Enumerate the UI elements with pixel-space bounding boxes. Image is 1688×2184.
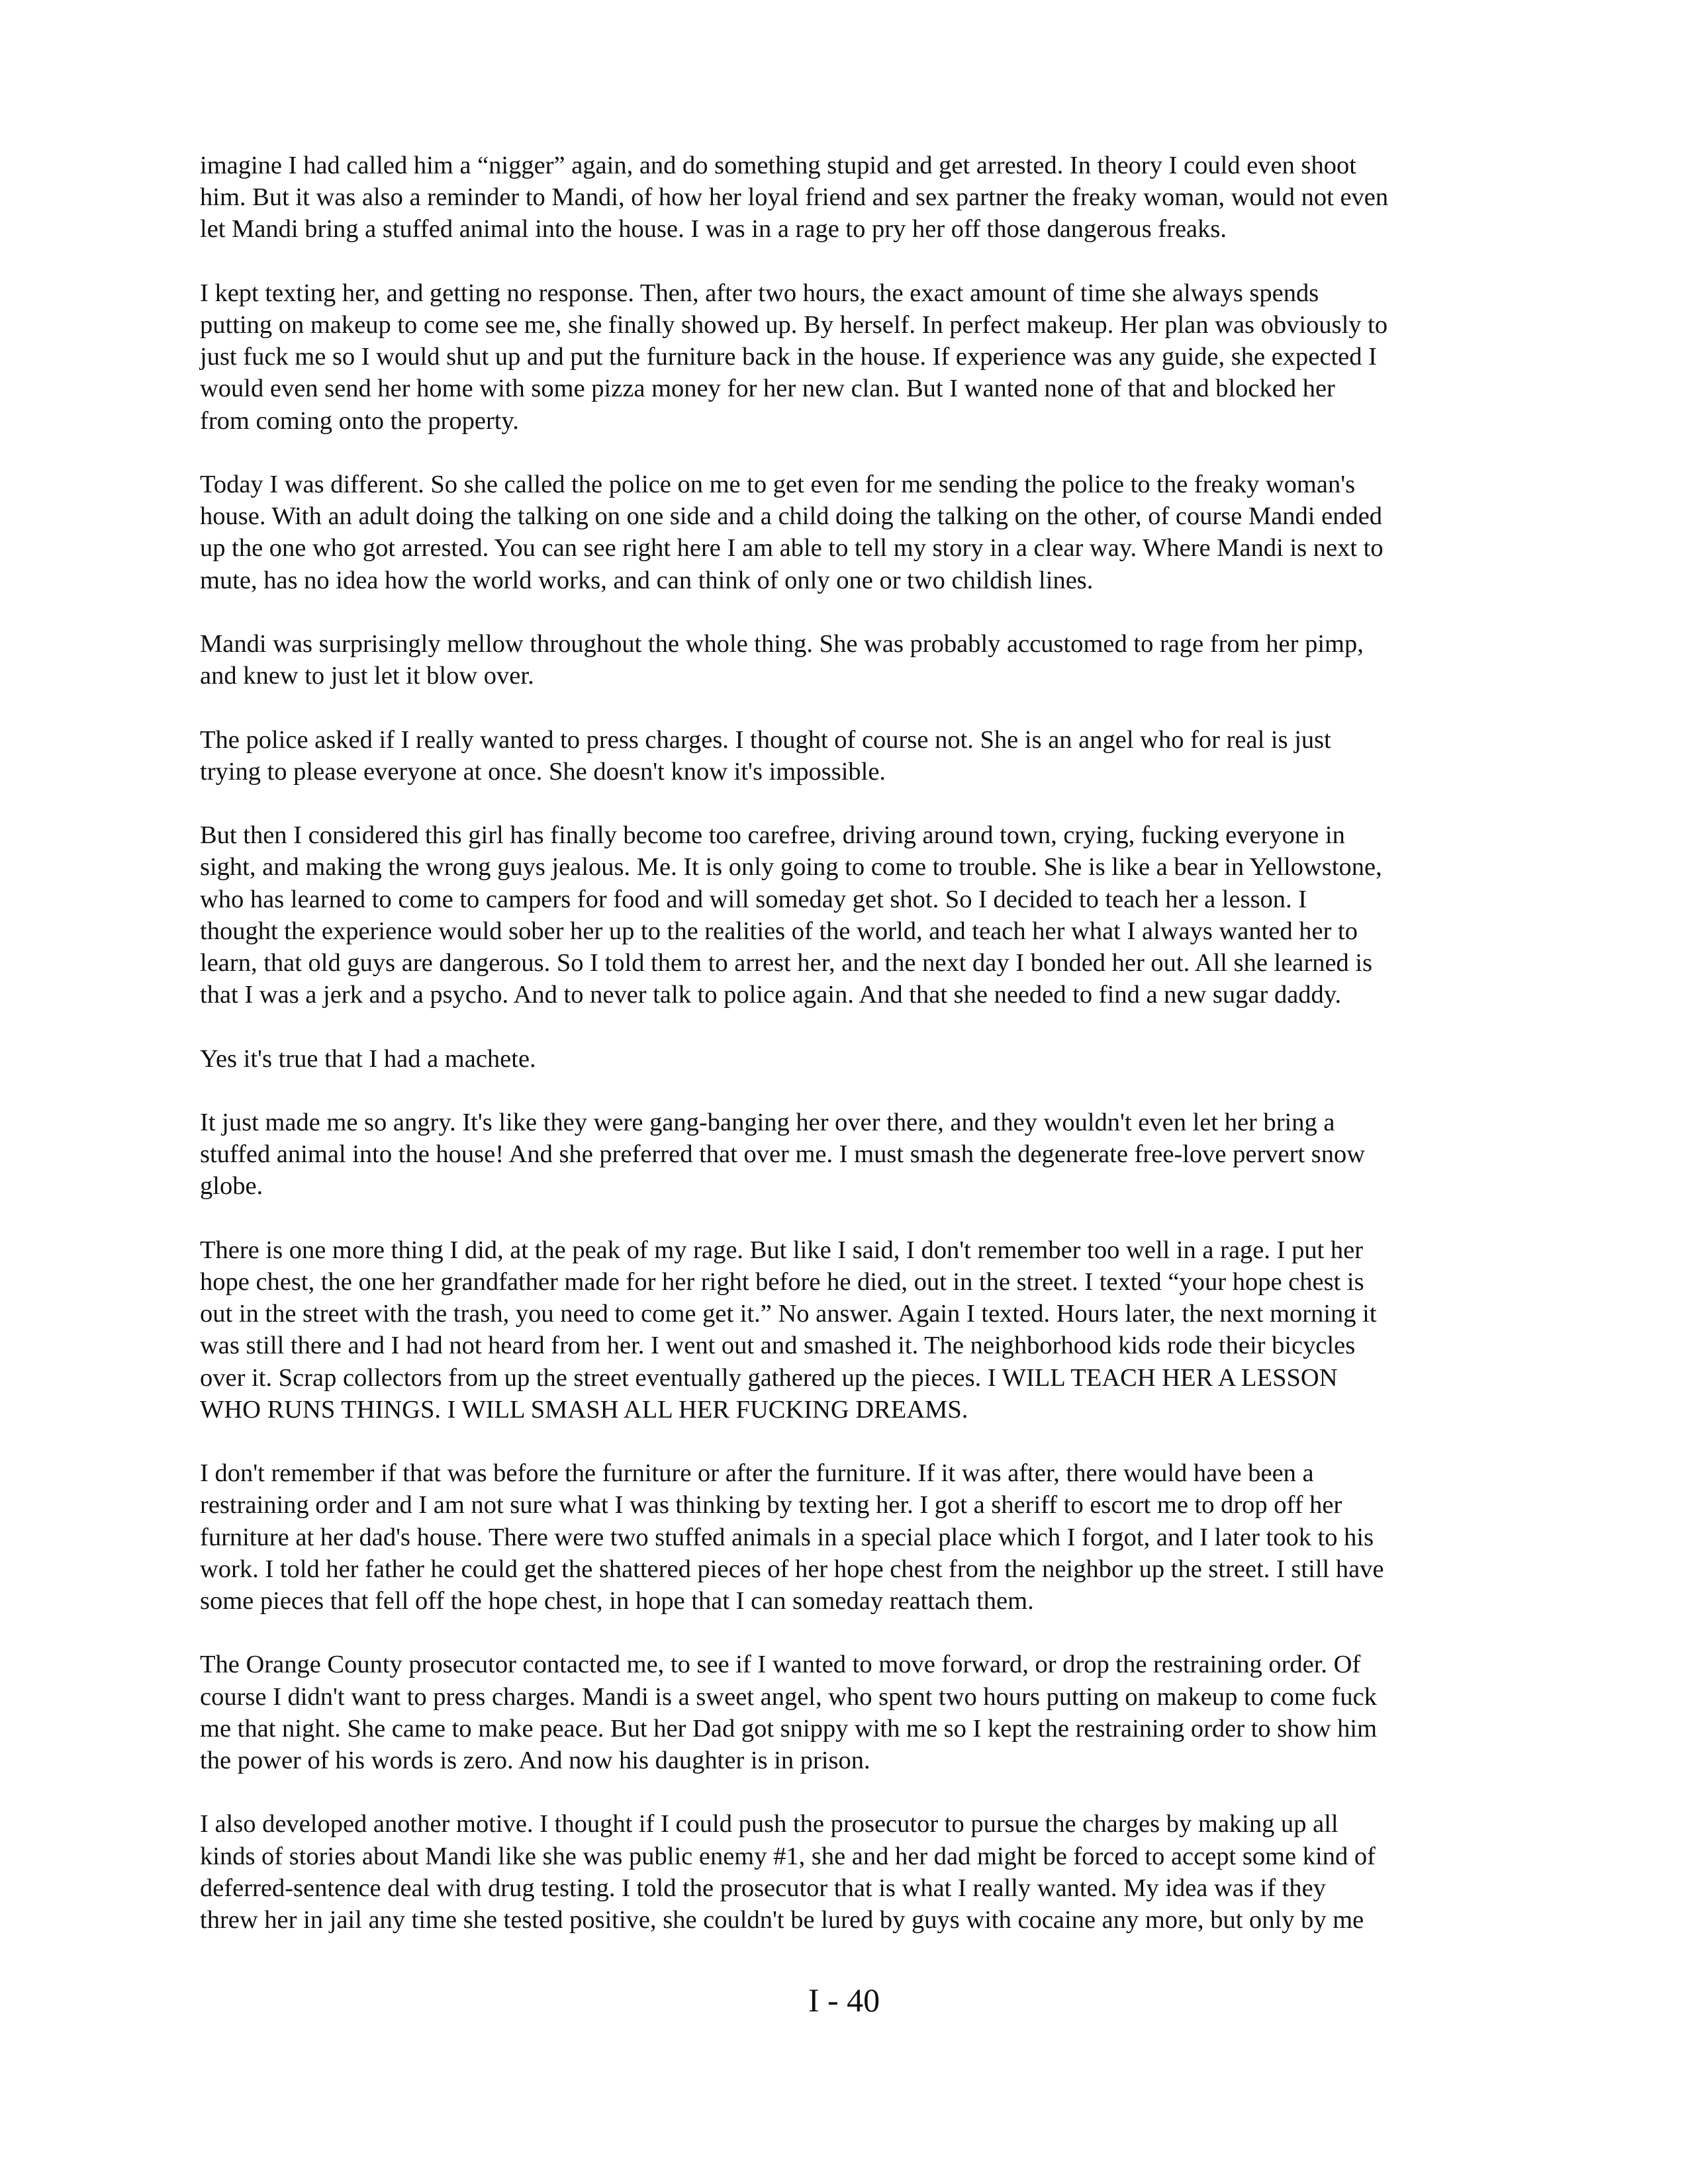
paragraph-9: There is one more thing I did, at the peak of my rage. But like I said, I don't remember too well in a rage. I put her hope chest, the one her grandfather made for her right before he died, out in the street. I texted “your hope chest is out in the street with the trash, you need to come get it.” No answer. Again I texted. Hours later, the next morning it was still there and I had not heard from her. I went out and smashed it. The neighborhood kids rode their bicycles over it. Scrap collectors from up the street eventually gathered up the pieces. I WILL TEACH HER A LESSON WHO RUNS THINGS. I WILL SMASH ALL HER FUCKING DREAMS. [200, 1236, 1377, 1424]
paragraph-8: It just made me so angry. It's like they were gang-banging her over there, and they wouldn't even let her bring a stuffed animal into the house! And she preferred that over me. I must smash the degenerate free-love pervert snow globe. [200, 1108, 1366, 1201]
paragraph-11: The Orange County prosecutor contacted me, to see if I wanted to move forward, or drop the restraining order. Of course I didn't want to press charges. Mandi is a sweet angel, who spent two hours putting on makeup to come fuck me that night. She came to make peace. But her Dad got snippy with me so I kept the restraining order to show him the power of his words is zero. And now his daughter is in prison. [200, 1651, 1378, 1774]
paragraph-10: I don't remember if that was before the furniture or after the furniture. If it was after, there would have been a restraining order and I am not sure what I was thinking by texting her. I got a sheriff to escort me to drop off her furniture at her dad's house. There were two stuffed animals in a special place which I forgot, and I later took to his work. I told her father he could get the shattered pieces of her hope chest from the neighbor up the street. I still have some pieces that fell off the hope chest, in hope that I can someday reattach them. [200, 1459, 1384, 1615]
paragraph-12: I also developed another motive. I thought if I could push the prosecutor to pursue the charges by making up all kinds of stories about Mandi like she was public enemy #1, she and her dad might be forced to accept some kind of deferred-sentence deal with drug testing. I told the prosecutor that is what I really wanted. My idea was if they threw her in jail any time she tested positive, she couldn't be lured by guys with cocaine any more, but only by me [200, 1810, 1376, 1934]
paragraph-4: Mandi was surprisingly mellow throughout the whole thing. She was probably accustomed to rage from her pimp, and knew to just let it blow over. [200, 630, 1364, 690]
page-number: I - 40 [808, 1981, 880, 2019]
paragraph-1: imagine I had called him a “nigger” again, and do something stupid and get arrested. In theory I could even shoot him. But it was also a reminder to Mandi, of how her loyal friend and sex partner the freaky woman, would not even let Mandi bring a stuffed animal into the house. I was in a rage to pry her off those dangerous freaks. [200, 152, 1389, 244]
paragraph-6: But then I considered this girl has finally become too carefree, driving around town, crying, fucking everyone in sight, and making the wrong guys jealous. Me. It is only going to come to trouble. She is like a bear in Yellowstone, who has learned to come to campers for food and will someday get shot. So I decided to teach her a lesson. I thought the experience would sober her up to the realities of the world, and teach her what I always wanted her to learn, that old guys are dangerous. So I told them to arrest her, and the next day I bonded her out. All she learned is that I was a jerk and a psycho. And to never talk to police again. And that she needed to find a new sugar daddy. [200, 821, 1382, 1009]
paragraph-5: The police asked if I really wanted to press charges. I thought of course not. She is an angel who for real is just trying to please everyone at once. She doesn't know it's impossible. [200, 725, 1331, 786]
paragraph-3: Today I was different. So she called the police on me to get even for me sending the police to the freaky woman's house. With an adult doing the talking on one side and a child doing the talking on the other, of course Mandi ended up the one who got arrested. You can see right here I am able to tell my story in a clear way. Where Mandi is next to mute, has no idea how the world works, and can think of only one or two childish lines. [200, 471, 1383, 594]
body-text [200, 150, 1494, 1936]
paragraph-2: I kept texting her, and getting no response. Then, after two hours, the exact amount of time she always spends putting on makeup to come see me, she finally showed up. By herself. In perfect makeup. Her plan was obviously to just fuck me so I would shut up and put the furniture back in the house. If experience was any guide, she expected I would even send her home with some pizza money for her new clan. But I wanted none of that and blocked her from coming onto the property. [200, 279, 1388, 435]
paragraph-7: Yes it's true that I had a machete. [200, 1044, 536, 1073]
